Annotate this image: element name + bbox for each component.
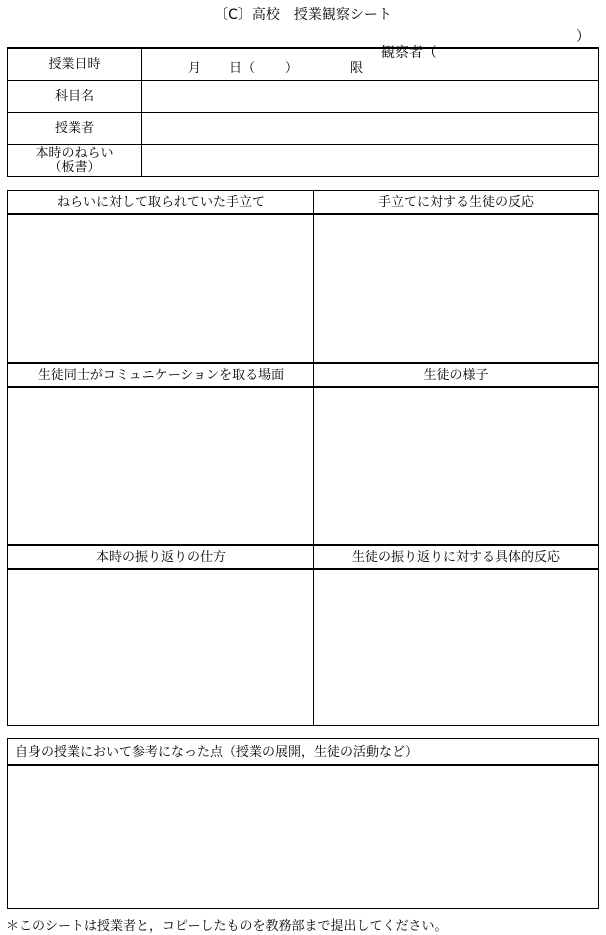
reflection-method-header: 本時の振り返りの仕方 (8, 546, 314, 570)
column-divider (313, 191, 314, 362)
reflection-response-header: 生徒の振り返りに対する具体的反応 (314, 546, 598, 570)
column-divider (313, 546, 314, 725)
observation-row-3 (7, 545, 599, 726)
date-field[interactable] (142, 48, 599, 81)
date-close-paren: ） (285, 61, 299, 76)
teacher-label: 授業者 (8, 113, 142, 145)
measures-header: ねらいに対して取られていた手立て (8, 191, 314, 215)
date-month: 月 (188, 61, 202, 76)
footnote: ＊このシートは授業者と，コピーしたものを教務部まで提出してください。 (6, 919, 448, 934)
date-label: 授業日時 (8, 48, 142, 81)
communication-header: 生徒同士がコミュニケーションを取る場面 (8, 364, 314, 388)
date-day: 日（ (229, 61, 256, 76)
teacher-field[interactable] (142, 113, 599, 145)
date-period: 限 (350, 61, 364, 76)
aim-field[interactable] (142, 145, 599, 177)
aim-label (8, 145, 142, 177)
column-divider (313, 364, 314, 544)
self-reflection-box[interactable] (7, 738, 599, 909)
lesson-info-table (7, 47, 599, 177)
aim-label-line1: 本時のねらい (35, 145, 114, 161)
subject-field[interactable] (142, 81, 599, 113)
observer-label: 観察者（ (380, 45, 437, 61)
self-reflection-header: 自身の授業において参考になった点（授業の展開，生徒の活動など） (8, 739, 598, 766)
observation-row-1 (7, 190, 599, 363)
subject-label: 科目名 (8, 81, 142, 113)
observation-row-2 (7, 363, 599, 545)
reaction-header: 手立てに対する生徒の反応 (314, 191, 598, 215)
sheet-title: 〔C〕高校 授業観察シート (214, 7, 392, 23)
student-state-header: 生徒の様子 (314, 364, 598, 388)
observer-close-paren: ） (576, 29, 590, 45)
aim-label-line2: （板書） (48, 159, 101, 175)
